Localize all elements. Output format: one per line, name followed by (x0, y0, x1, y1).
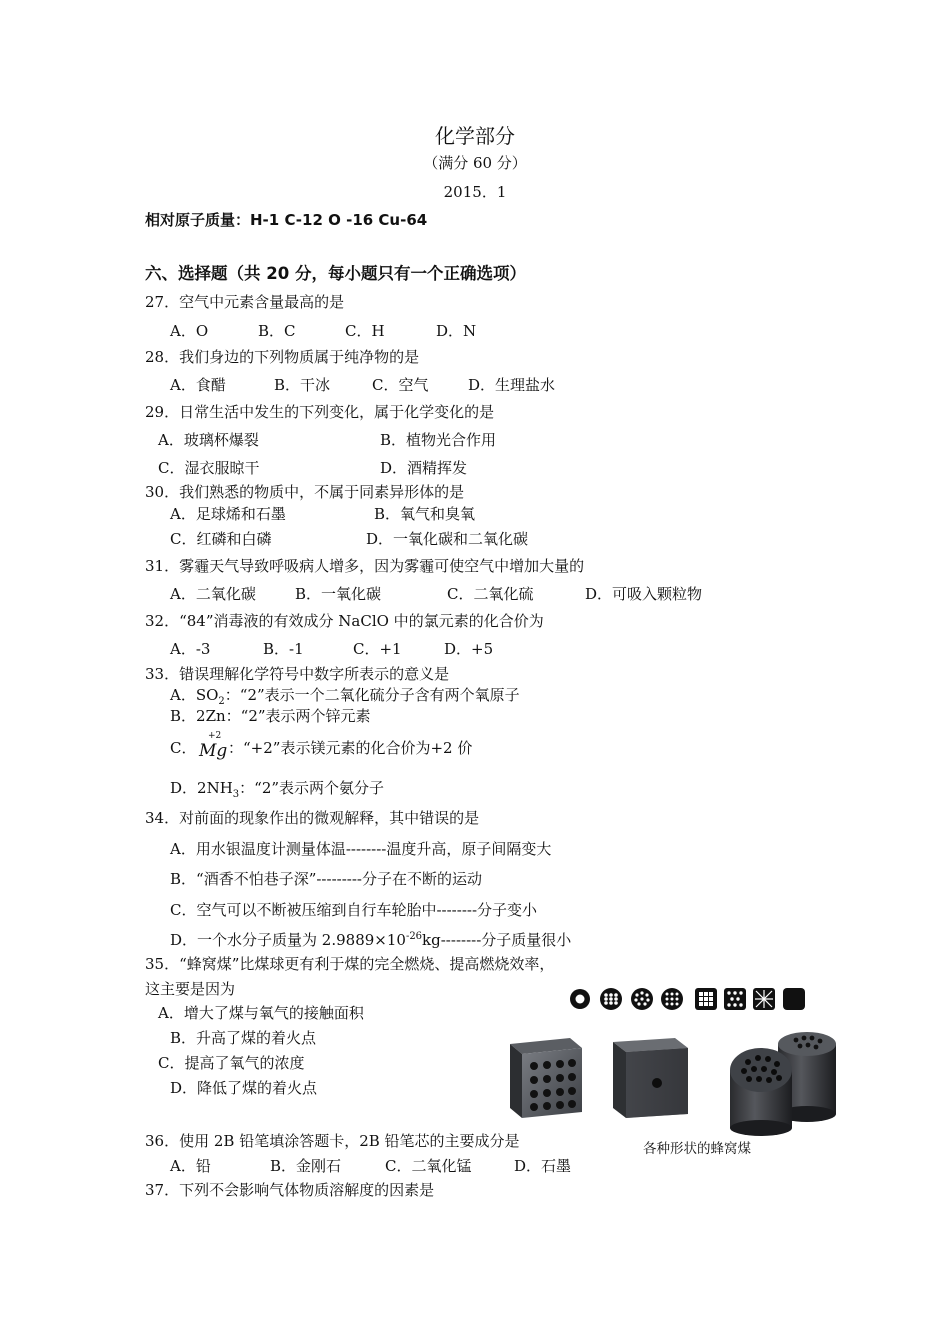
q28-option-b: B．干冰 (274, 376, 331, 394)
honeycomb-coal-figure (500, 982, 845, 1162)
q27-option-a: A．O (170, 322, 209, 340)
q35-option-a: A．增大了煤与氧气的接触面积 (158, 1004, 364, 1022)
q29-option-d: D．酒精挥发 (380, 459, 468, 477)
q35-stem-line2: 这主要是因为 (145, 980, 236, 998)
q33-mg-symbol: Mg (199, 741, 228, 761)
full-score: （满分 60 分） (423, 154, 527, 172)
q34-option-c: C．空气可以不断被压缩到自行车轮胎中--------分子变小 (170, 901, 538, 919)
q33-option-c-text: ：“+2”表示镁元素的化合价为+2 价 (228, 739, 473, 757)
q30-stem: 30．我们熟悉的物质中，不属于同素异形体的是 (145, 483, 465, 501)
q32-option-c: C．+1 (353, 640, 402, 658)
q33-option-a (170, 685, 520, 705)
coal-cylinders (730, 1032, 836, 1136)
q29-stem: 29．日常生活中发生的下列变化，属于化学变化的是 (145, 403, 495, 421)
figure-caption: 各种形状的蜂窝煤 (643, 1141, 751, 1157)
q35-option-c: C．提高了氧气的浓度 (158, 1054, 305, 1072)
q32-option-b: B．-1 (263, 640, 304, 658)
q32-stem: 32．“84”消毒液的有效成分 NaClO 中的氯元素的化合价为 (145, 612, 544, 630)
q37-stem: 37．下列不会影响气体物质溶解度的因素是 (145, 1181, 435, 1199)
q33-a-text: ：“2”表示一个二氧化硫分子含有两个氧原子 (224, 686, 520, 704)
q33-d-prefix: D．2NH (170, 779, 233, 797)
q33-option-b: B．2Zn：“2”表示两个锌元素 (170, 707, 371, 725)
q27-option-c: C．H (345, 322, 385, 340)
q34-option-a: A．用水银温度计测量体温--------温度升高，原子间隔变大 (170, 840, 552, 858)
q27-option-b: B．C (258, 322, 296, 340)
q31-stem: 31．雾霾天气导致呼吸病人增多，因为雾霾可使空气中增加大量的 (145, 557, 585, 575)
q30-option-d: D．一氧化碳和二氧化碳 (366, 530, 529, 548)
q30-option-b: B．氧气和臭氧 (374, 505, 476, 523)
q33-mg-valence: +2 (208, 731, 222, 741)
q36-option-b: B．金刚石 (270, 1157, 342, 1175)
q29-option-a: A．玻璃杯爆裂 (158, 431, 259, 449)
q34-option-d (170, 930, 571, 950)
q35-option-b: B．升高了煤的着火点 (170, 1029, 317, 1047)
q28-stem: 28．我们身边的下列物质属于纯净物的是 (145, 348, 420, 366)
section-heading: 六、选择题（共 20 分，每小题只有一个正确选项） (145, 264, 526, 283)
q33-d-text: ：“2”表示两个氨分子 (239, 779, 385, 797)
q33-option-c-prefix: C． (170, 739, 197, 757)
q36-stem: 36．使用 2B 铅笔填涂答题卡，2B 铅笔芯的主要成分是 (145, 1132, 520, 1150)
q27-stem: 27．空气中元素含量最高的是 (145, 293, 345, 311)
q33-option-d (170, 778, 384, 798)
pattern-icons-row (570, 988, 805, 1010)
q36-option-d: D．石墨 (514, 1157, 572, 1175)
q34-option-b: B．“酒香不怕巷子深”---------分子在不断的运动 (170, 870, 482, 888)
q35-option-d: D．降低了煤的着火点 (170, 1079, 318, 1097)
atomic-mass-text: 相对原子质量：H-1 C-12 O -16 Cu-64 (145, 211, 428, 229)
q36-option-c: C．二氧化锰 (385, 1157, 472, 1175)
q31-option-b: B．一氧化碳 (295, 585, 382, 603)
q29-option-c: C．湿衣服晾干 (158, 459, 260, 477)
q32-option-a: A．-3 (170, 640, 211, 658)
q28-option-c: C．空气 (372, 376, 429, 394)
q31-option-c: C．二氧化硫 (447, 585, 534, 603)
q28-option-d: D．生理盐水 (468, 376, 556, 394)
q30-option-c: C．红磷和白磷 (170, 530, 272, 548)
coal-block-many-holes (510, 1038, 582, 1118)
q27-option-d: D．N (436, 322, 477, 340)
q31-option-a: A．二氧化碳 (170, 585, 256, 603)
q34-d-prefix: D．一个水分子质量为 2.9889×10 (170, 931, 406, 949)
q28-option-a: A．食醋 (170, 376, 226, 394)
exam-date: 2015．1 (443, 183, 507, 201)
q34-d-exponent: -26 (405, 931, 423, 942)
q33-stem: 33．错误理解化学符号中数字所表示的意义是 (145, 665, 450, 683)
q32-option-d: D．+5 (444, 640, 494, 658)
q33-a-prefix: A．SO (170, 686, 219, 704)
q30-option-a: A．足球烯和石墨 (170, 505, 286, 523)
q33-d-subscript: 3 (232, 789, 240, 800)
page-title: 化学部分 (435, 124, 515, 148)
q34-stem: 34．对前面的现象作出的微观解释，其中错误的是 (145, 809, 480, 827)
q35-stem-line1: 35．“蜂窝煤”比煤球更有利于煤的完全燃烧、提高燃烧效率， (145, 955, 555, 973)
atomic-mass-line (145, 210, 427, 230)
honeycomb-coal-illustration (500, 982, 845, 1142)
q29-option-b: B．植物光合作用 (380, 431, 497, 449)
q34-d-text: kg--------分子质量很小 (422, 931, 572, 949)
q36-option-a: A．铅 (170, 1157, 211, 1175)
q31-option-d: D．可吸入颗粒物 (585, 585, 703, 603)
coal-block-single-hole (613, 1038, 688, 1118)
q33-a-subscript: 2 (218, 696, 225, 707)
